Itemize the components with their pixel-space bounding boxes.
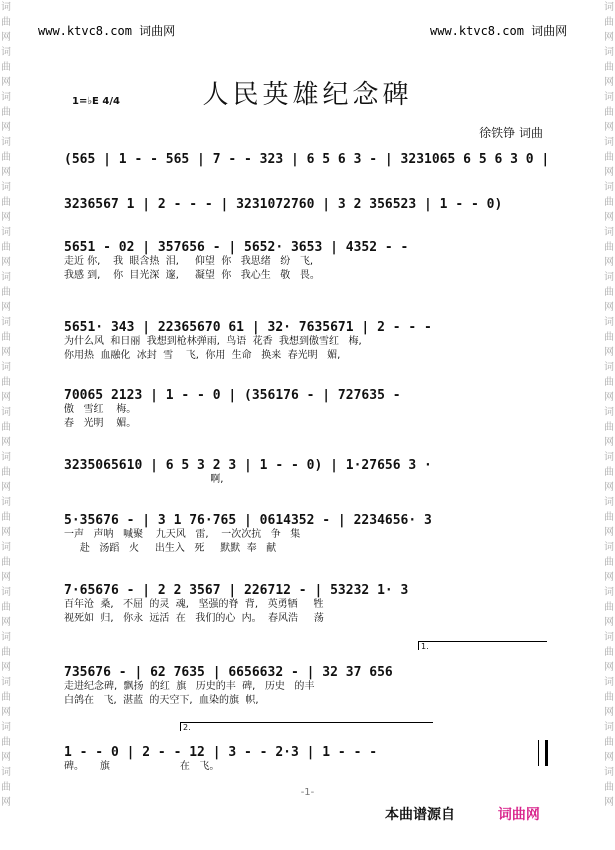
lyrics-row-9-verse-1: 走进纪念碑, 飘扬 的红 旗 历史的丰 碑, 历史 的丰 xyxy=(64,681,315,692)
notes-row-9: 735676 - | 62 7635 | 6656632 - | 32 37 656 xyxy=(64,665,393,680)
lyrics-row-4-verse-2: 你用热 血融化 冰封 雪 飞, 你用 生命 换来 春光明 媚, xyxy=(64,350,341,361)
page-number: -1- xyxy=(300,787,315,798)
lyrics-row-7-verse-2: 赴 汤蹈 火 出生入 死 默默 奉 献 xyxy=(64,543,277,554)
side-watermark-right: 词曲网词曲网词曲网词曲网词曲网词曲网词曲网词曲网词曲网词曲网词曲网词曲网词曲网词曲网词曲网词曲网词曲网词曲网 xyxy=(604,2,614,808)
composer-credit: 徐铁铮 词曲 xyxy=(479,126,543,140)
header-right-site: 词曲网 xyxy=(531,24,568,38)
lyrics-row-8-verse-1: 百年沧 桑, 不屈 的灵 魂, 坚强的脊 背, 英勇牺 牲 xyxy=(64,599,324,610)
lyrics-row-10-verse-1: 碑。 旗 在 飞。 xyxy=(64,761,220,772)
header-left-site: 词曲网 xyxy=(139,24,176,38)
score-row-10 xyxy=(64,745,544,774)
score-row-2 xyxy=(64,197,544,212)
final-barline xyxy=(538,740,548,766)
volta-first-ending: 1. xyxy=(418,641,547,650)
notes-row-4: 5651· 343 | 22365670 61 | 32· 7635671 | 2 - - - xyxy=(64,320,432,335)
score-row-1 xyxy=(64,152,550,167)
notes-row-7: 5·35676 - | 3 1 76·765 | 0614352 - | 2234656· 3 xyxy=(64,513,432,528)
header-right-url[interactable]: www.ktvc8.com xyxy=(430,24,524,38)
score-row-7 xyxy=(64,513,544,556)
volta-second-ending: 2. xyxy=(180,722,433,731)
notes-row-2: 3236567 1 | 2 - - - | 3231072760 | 3 2 356523 | 1 - - 0) xyxy=(64,197,503,212)
lyrics-row-5-verse-2: 春 光明 媚。 xyxy=(64,418,137,429)
header-left xyxy=(38,22,175,39)
header-left-url[interactable]: www.ktvc8.com xyxy=(38,24,132,38)
notes-row-6: 3235065610 | 6 5 3 2 3 | 1 - - 0) | 1·27656 3 · xyxy=(64,458,432,473)
notes-row-3: 5651 - 02 | 357656 - | 5652· 3653 | 4352 - - xyxy=(64,240,409,255)
footer-brand-link[interactable]: 词曲网 xyxy=(497,807,540,823)
key-signature: 1=♭E 4/4 xyxy=(72,96,120,107)
notes-row-5: 70065 2123 | 1 - - 0 | (356176 - | 727635 - xyxy=(64,388,401,403)
score-row-4 xyxy=(64,320,544,363)
side-watermark-left: 词曲网词曲网词曲网词曲网词曲网词曲网词曲网词曲网词曲网词曲网词曲网词曲网词曲网词曲网词曲网词曲网词曲网词曲网 xyxy=(1,2,11,808)
lyrics-row-9-verse-2: 白鸽在 飞, 湛蓝 的天空下, 血染的旗 帜, xyxy=(64,695,259,706)
score-row-9 xyxy=(64,665,544,708)
score-row-8 xyxy=(64,583,544,626)
notes-row-1: (565 | 1 - - 565 | 7 - - 323 | 6 5 6 3 - | 3231065 6 5 6 3 0 | xyxy=(64,152,550,167)
footer-source-text: 本曲谱源自 xyxy=(385,807,455,823)
song-title: 人民英雄纪念碑 xyxy=(202,80,413,110)
notes-row-10: 1 - - 0 | 2 - - 12 | 3 - - 2·3 | 1 - - - xyxy=(64,745,378,760)
lyrics-row-8-verse-2: 视死如 归, 你永 远活 在 我们的心 内。 春风浩 荡 xyxy=(64,613,324,624)
lyrics-row-6-verse-1: 啊, xyxy=(64,474,224,485)
header-right xyxy=(430,22,567,39)
notes-row-8: 7·65676 - | 2 2 3567 | 226712 - | 53232 1· 3 xyxy=(64,583,409,598)
lyrics-row-3-verse-1: 走近 你, 我 眼含热 泪, 仰望 你 我思绪 纷 飞, xyxy=(64,256,314,267)
score-row-3 xyxy=(64,240,544,283)
lyrics-row-4-verse-1: 为什么风 和日丽 我想到枪林弹雨, 鸟语 花香 我想到傲雪红 梅, xyxy=(64,336,362,347)
lyrics-row-5-verse-1: 傲 雪红 梅。 xyxy=(64,404,137,415)
lyrics-row-3-verse-2: 我感 到, 你 目光深 邃, 凝望 你 我心生 敬 畏。 xyxy=(64,270,320,281)
score-row-5 xyxy=(64,388,544,431)
lyrics-row-7-verse-1: 一声 声呐 喊聚 九天风 雷, 一次次抗 争 集 xyxy=(64,529,301,540)
score-row-6 xyxy=(64,458,544,487)
footer-source xyxy=(385,804,540,824)
